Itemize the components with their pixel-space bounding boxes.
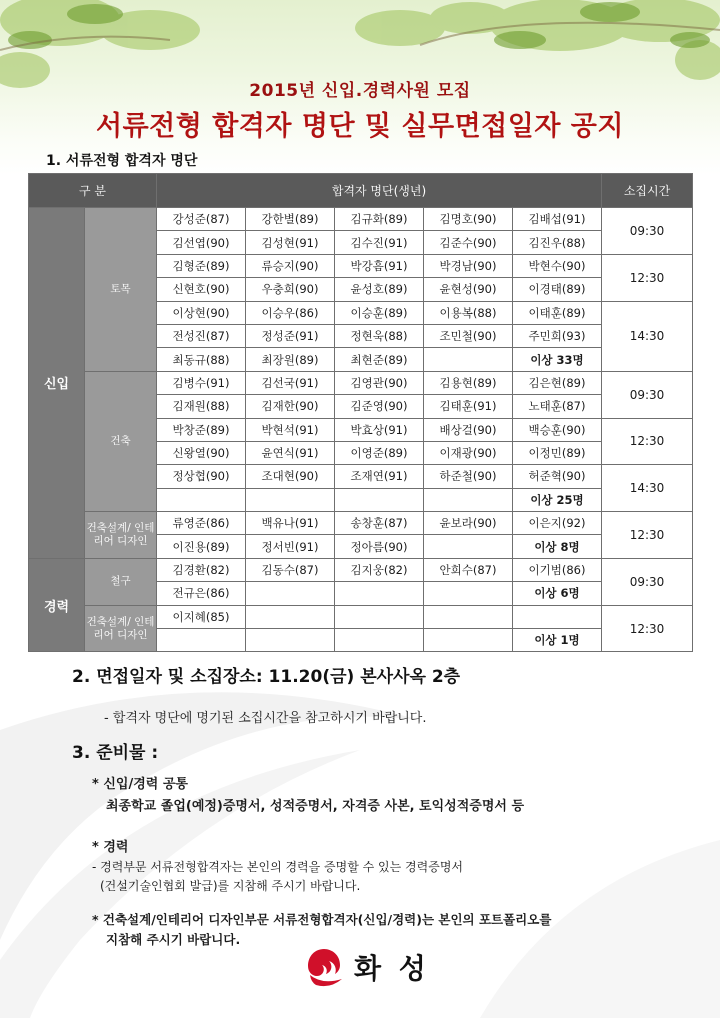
name-cell: 이재광(90)	[424, 441, 513, 464]
name-cell: 신왕열(90)	[157, 441, 246, 464]
company-logo	[302, 942, 452, 992]
title-line2: 서류전형 합격자 명단 및 실무면접일자 공지	[96, 111, 624, 142]
count-cell: 이상 33명	[513, 348, 602, 371]
table-row	[29, 605, 693, 628]
name-cell: 김규화(89)	[335, 208, 424, 231]
name-cell: 이상현(90)	[157, 301, 246, 324]
name-cell	[424, 605, 513, 628]
name-cell: 전성진(87)	[157, 324, 246, 347]
name-cell: 김동수(87)	[246, 558, 335, 581]
time-cell: 12:30	[602, 254, 693, 301]
name-cell: 배상걸(90)	[424, 418, 513, 441]
name-cell: 조대현(90)	[246, 465, 335, 488]
time-cell: 12:30	[602, 605, 693, 652]
name-cell: 김수진(91)	[335, 231, 424, 254]
table-row	[29, 371, 693, 394]
logo-mark-icon	[302, 945, 346, 989]
name-cell: 윤보라(90)	[424, 512, 513, 535]
time-cell: 09:30	[602, 558, 693, 605]
table-row	[29, 208, 693, 231]
name-cell: 김준영(90)	[335, 395, 424, 418]
name-cell	[424, 488, 513, 511]
name-cell: 김배섭(91)	[513, 208, 602, 231]
item3-line1: * 건축설계/인테리어 디자인부문 서류전형합격자(신입/경력)는 본인의 포트폴리오를	[92, 912, 552, 927]
table-row	[29, 512, 693, 535]
name-cell: 김준수(90)	[424, 231, 513, 254]
name-cell: 정상협(90)	[157, 465, 246, 488]
section2-note: - 합격자 명단에 명기된 소집시간을 참고하시기 바랍니다.	[104, 711, 427, 726]
name-cell: 송창훈(87)	[335, 512, 424, 535]
header-category: 구 분	[29, 174, 157, 208]
name-cell: 김경환(82)	[157, 558, 246, 581]
name-cell: 류영준(86)	[157, 512, 246, 535]
name-cell: 박경남(90)	[424, 254, 513, 277]
count-cell: 이상 25명	[513, 488, 602, 511]
item2-desc-line1: - 경력부문 서류전형합격자는 본인의 경력을 증명할 수 있는 경력증명서	[92, 860, 464, 874]
subgroup-civil: 토목	[85, 208, 157, 372]
time-cell: 14:30	[602, 465, 693, 512]
count-cell: 이상 1명	[513, 629, 602, 652]
name-cell: 박현수(90)	[513, 254, 602, 277]
name-cell: 김명호(90)	[424, 208, 513, 231]
name-cell: 이영준(89)	[335, 441, 424, 464]
name-cell: 박현석(91)	[246, 418, 335, 441]
time-cell: 14:30	[602, 301, 693, 371]
name-cell	[246, 605, 335, 628]
table-row	[29, 558, 693, 581]
name-cell	[246, 488, 335, 511]
name-cell	[424, 535, 513, 558]
time-cell: 12:30	[602, 418, 693, 465]
name-cell: 김선엽(90)	[157, 231, 246, 254]
name-cell: 전규은(86)	[157, 582, 246, 605]
name-cell: 이용복(88)	[424, 301, 513, 324]
name-cell: 윤연식(91)	[246, 441, 335, 464]
name-cell: 강성준(87)	[157, 208, 246, 231]
name-cell: 신현호(90)	[157, 278, 246, 301]
name-cell: 노태훈(87)	[513, 395, 602, 418]
section1-heading: 1. 서류전형 합격자 명단	[46, 153, 198, 169]
name-cell	[335, 488, 424, 511]
item1-title: * 신입/경력 공통	[92, 777, 188, 792]
name-cell: 이기범(86)	[513, 558, 602, 581]
section3-heading: 3. 준비물 :	[72, 743, 159, 763]
name-cell: 안희수(87)	[424, 558, 513, 581]
name-cell: 조민철(90)	[424, 324, 513, 347]
name-cell: 최장원(89)	[246, 348, 335, 371]
header-names: 합격자 명단(생년)	[157, 174, 602, 208]
header-time: 소집시간	[602, 174, 693, 208]
name-cell	[246, 629, 335, 652]
name-cell: 윤성호(89)	[335, 278, 424, 301]
name-cell: 백승훈(90)	[513, 418, 602, 441]
name-cell	[335, 582, 424, 605]
subgroup-steel: 철구	[85, 558, 157, 605]
item3-line2: 지참해 주시기 바랍니다.	[106, 932, 241, 947]
subgroup-interior-design: 건축설계/ 인테리어 디자인	[85, 605, 157, 652]
name-cell: 우충희(90)	[246, 278, 335, 301]
name-cell: 김진우(88)	[513, 231, 602, 254]
name-cell	[335, 629, 424, 652]
name-cell: 하준철(90)	[424, 465, 513, 488]
name-cell	[246, 582, 335, 605]
item2-title: * 경력	[92, 840, 129, 855]
time-cell: 12:30	[602, 512, 693, 559]
name-cell: 최현준(89)	[335, 348, 424, 371]
name-cell	[424, 629, 513, 652]
name-cell: 백유나(91)	[246, 512, 335, 535]
name-cell: 김재한(90)	[246, 395, 335, 418]
name-cell: 정성준(91)	[246, 324, 335, 347]
name-cell: 김용현(89)	[424, 371, 513, 394]
name-cell: 김형준(89)	[157, 254, 246, 277]
time-cell: 09:30	[602, 371, 693, 418]
name-cell: 류승지(90)	[246, 254, 335, 277]
name-cell: 허준혁(90)	[513, 465, 602, 488]
item2-desc-line2: (건설기술인협회 발급)를 지참해 주시기 바랍니다.	[100, 879, 361, 893]
name-cell: 정현욱(88)	[335, 324, 424, 347]
name-cell: 이진용(89)	[157, 535, 246, 558]
name-cell: 박강흠(91)	[335, 254, 424, 277]
name-cell: 이승우(86)	[246, 301, 335, 324]
name-cell: 김영관(90)	[335, 371, 424, 394]
name-cell: 김은현(89)	[513, 371, 602, 394]
name-cell: 이정민(89)	[513, 441, 602, 464]
title-line1: 2015년 신입.경력사원 모집	[249, 81, 471, 101]
count-cell: 이상 8명	[513, 535, 602, 558]
name-cell: 최동규(88)	[157, 348, 246, 371]
name-cell: 김병수(91)	[157, 371, 246, 394]
name-cell: 이승훈(89)	[335, 301, 424, 324]
group-new: 신입	[29, 208, 85, 559]
name-cell: 김재원(88)	[157, 395, 246, 418]
logo-text: 화 성	[354, 952, 430, 985]
name-cell: 강한별(89)	[246, 208, 335, 231]
name-cell: 박창준(89)	[157, 418, 246, 441]
item1-desc: 최종학교 졸업(예정)증명서, 성적증명서, 자격증 사본, 토익성적증명서 등	[106, 799, 525, 814]
name-cell: 이경태(89)	[513, 278, 602, 301]
subgroup-architecture: 건축	[85, 371, 157, 511]
name-cell: 주민희(93)	[513, 324, 602, 347]
name-cell	[157, 629, 246, 652]
name-cell: 이지혜(85)	[157, 605, 246, 628]
name-cell: 윤현성(90)	[424, 278, 513, 301]
name-cell: 이은지(92)	[513, 512, 602, 535]
name-cell: 조재연(91)	[335, 465, 424, 488]
name-cell: 이태훈(89)	[513, 301, 602, 324]
name-cell: 김성현(91)	[246, 231, 335, 254]
name-cell: 정아름(90)	[335, 535, 424, 558]
name-cell: 김태훈(91)	[424, 395, 513, 418]
table-header-row	[29, 174, 693, 208]
name-cell	[424, 348, 513, 371]
name-cell	[513, 605, 602, 628]
name-cell	[335, 605, 424, 628]
results-table	[28, 173, 693, 652]
name-cell	[424, 582, 513, 605]
name-cell: 정서빈(91)	[246, 535, 335, 558]
section2-heading: 2. 면접일자 및 소집장소: 11.20(금) 본사사옥 2층	[72, 667, 461, 687]
subgroup-interior-design: 건축설계/ 인테리어 디자인	[85, 512, 157, 559]
name-cell: 김선국(91)	[246, 371, 335, 394]
name-cell	[157, 488, 246, 511]
count-cell: 이상 6명	[513, 582, 602, 605]
name-cell: 박효상(91)	[335, 418, 424, 441]
time-cell: 09:30	[602, 208, 693, 255]
group-experienced: 경력	[29, 558, 85, 652]
name-cell: 김지웅(82)	[335, 558, 424, 581]
